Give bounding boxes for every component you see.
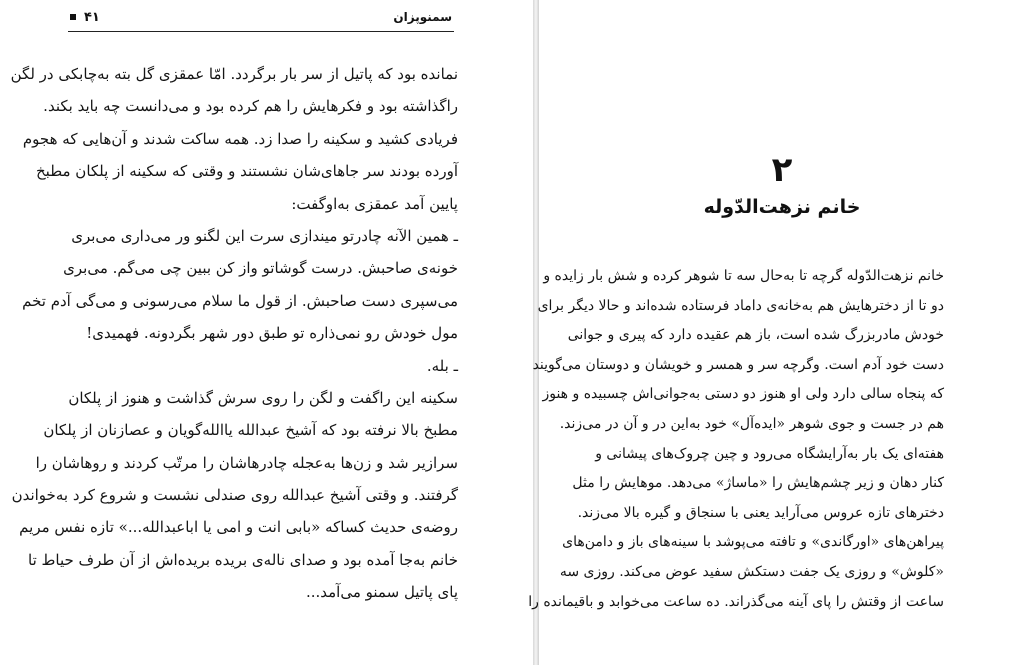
text-line: مول خودش رو نمی‌ذاره تو طبق دور شهر بگردونه. فهمیدی!: [86, 324, 458, 343]
text-line: پای پاتیل سمنو می‌آمد...: [305, 583, 458, 602]
text-line: روضه‌ی حدیث کساکه «بابی انت و امی یا اباعبدالله...» تازه نفس مریم: [19, 518, 458, 537]
text-line: ساعت از وقتش را پای آینه می‌گذراند. ده ساعت می‌خوابد و باقیمانده را: [528, 593, 944, 610]
chapter-title: خانم نزهت‌الدّوله: [703, 196, 861, 218]
left-body-text: [10, 58, 458, 609]
text-line: می‌سپری دست صاحبش. از قول ما سلام می‌رسونی و می‌گی آدم تخم: [22, 291, 458, 310]
text-line: کنار دهان و زیر چشم‌هایش را «ماساژ» می‌دهد. موهایش را مثل: [572, 475, 944, 492]
text-line: هفته‌ای یک بار به‌آرایشگاه می‌رود و چین چروک‌های پیشانی و: [595, 445, 944, 462]
text-line: پیراهن‌های «اورگاندی» و تافته می‌پوشد با سینه‌های باز و دامن‌های: [562, 534, 944, 551]
text-line: «کلوش» و روزی یک جفت دستکش سفید عوض می‌کند. روزی سه: [559, 563, 944, 580]
text-line: دست خود آدم است. وگرچه سر و همسر و خویشان و دوستان می‌گویند: [532, 356, 944, 373]
text-line: فریادی کشید و سکینه را صدا زد. همه ساکت شدند و آن‌هایی که هجوم: [22, 129, 458, 148]
text-line: ـ بله.: [426, 356, 458, 375]
text-line: خونه‌ی صاحبش. درست گوشاتو واز کن ببین چی می‌گم. می‌بری: [63, 259, 458, 278]
chapter-number: ۲: [771, 150, 793, 190]
text-line: خانم به‌جا آمده بود و صدای ناله‌ی بریده بریده‌اش از آن طرف حیاط تا: [28, 550, 458, 569]
square-bullet-icon: [70, 14, 76, 20]
text-line: پایین آمد عمقزی به‌اوگفت:: [291, 194, 458, 213]
right-body-text: [528, 262, 944, 617]
text-line: دخترهای تازه عروس می‌آراید یعنی با سنجاق و گیره بالا می‌زند.: [577, 504, 944, 521]
text-line: خودش مادربزرگ شده است، باز هم عقیده دارد که پیری و جوانی: [567, 327, 944, 344]
header-title: سمنوپزان: [393, 10, 452, 24]
text-line: گرفتند. و وقتی آشیخ عبدالله روی‌ صندلی نشست و شروع کرد به‌خواندن: [11, 486, 458, 505]
header-rule: [68, 31, 454, 32]
right-page: [528, 0, 1024, 665]
text-line: مطبخ بالا نرفته بود که آشیخ عبدالله یاالله‌گویان و عصازنان از پلکان: [43, 421, 458, 440]
text-line: آورده بودند سر جاهای‌شان نشستند و وقتی که سکینه از پلکان مطبخ: [35, 162, 458, 181]
page-number-group: [70, 10, 100, 25]
text-line: هم در جست و جوی شوهر «ایده‌آل» خود به‌این در و آن در می‌زند.: [559, 415, 944, 432]
text-line: ـ همین الآنه چادرتو میندازی سرت این لگنو ور می‌داری می‌بری: [71, 226, 458, 245]
running-header: [70, 6, 452, 28]
text-line: که پنجاه سالی دارد ولی او هنوز دو دستی به‌جوانی‌اش چسبیده و هنوز: [542, 386, 944, 403]
book-gutter: [533, 0, 539, 665]
page-number: ۴۱: [84, 9, 100, 25]
text-line: خانم نزهت‌الدّوله گرچه تا به‌حال سه تا شوهر کرده و شش بار زایده و: [543, 268, 944, 284]
text-line: سکینه این راگفت و لگن را روی سرش گذاشت و هنوز از پلکان: [68, 388, 458, 407]
text-line: راگذاشته بود و فکرهایش را هم کرده بود و می‌دانست چه باید بکند.: [43, 97, 458, 116]
text-line: دو تا از دخترهایش هم به‌خانه‌ی داماد فرستاده شده‌اند و حالا دیگر برای: [537, 297, 944, 314]
text-line: نمانده بود که پاتیل از سر بار برگردد. امّا عمقزی گل بته به‌چابکی در لگن: [10, 65, 458, 83]
text-line: سرازیر شد و زن‌ها به‌عجله چادرهاشان را مرتّب کردند و روهاشان را: [35, 453, 458, 472]
